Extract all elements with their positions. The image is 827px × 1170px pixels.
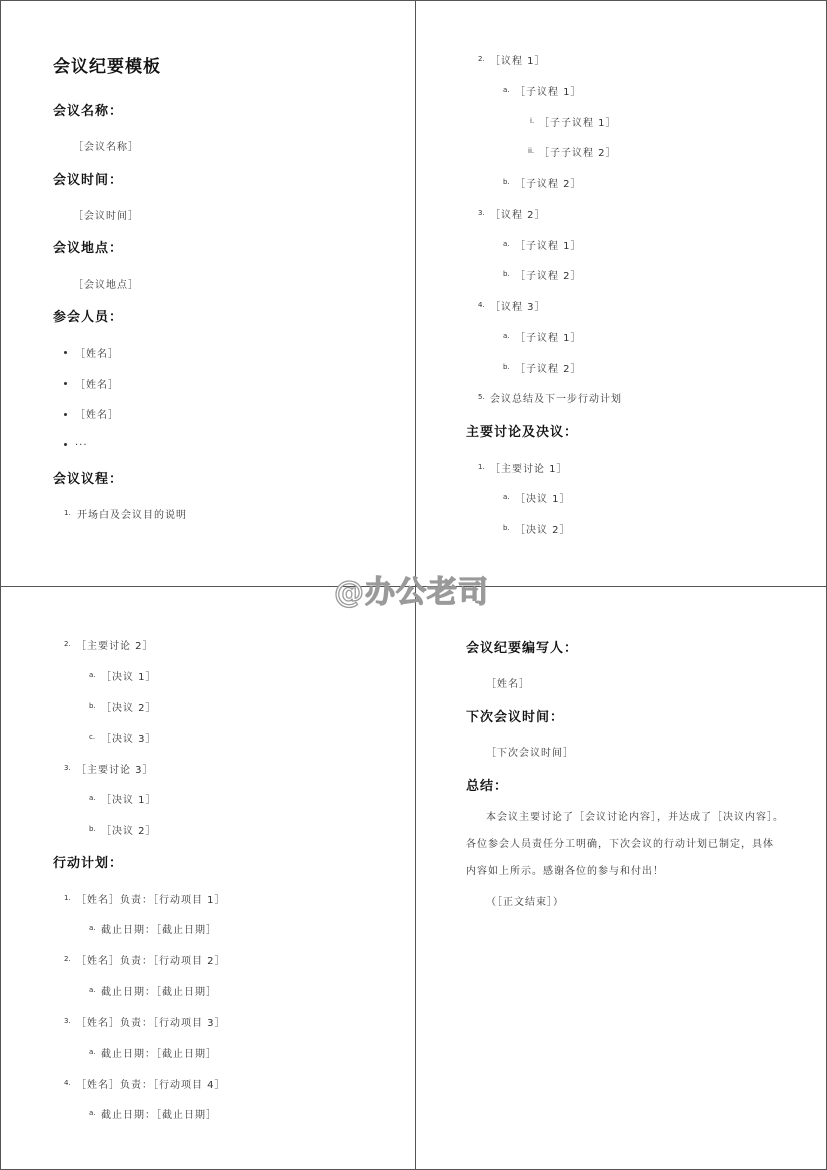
list-number: a. xyxy=(89,986,96,994)
action-plan-heading: 行动计划： xyxy=(53,856,124,871)
list-number: 1. xyxy=(64,509,71,517)
meeting-place-value: ［会议地点］ xyxy=(73,280,139,291)
list-number: a. xyxy=(503,86,510,94)
list-number: 1. xyxy=(478,463,485,471)
agenda-item: 会议总结及下一步行动计划 xyxy=(490,394,622,405)
writer-heading: 会议纪要编写人： xyxy=(466,641,579,656)
decision-item: ［决议 2］ xyxy=(515,525,571,536)
agenda-item: ［议程 3］ xyxy=(490,302,546,313)
discussion-heading: 主要讨论及决议： xyxy=(466,425,579,440)
agenda-subitem: ［子议程 2］ xyxy=(515,364,582,375)
list-number: 3. xyxy=(64,1017,71,1025)
watermark: @办公老司 xyxy=(334,575,489,610)
meeting-name-heading: 会议名称： xyxy=(53,104,124,119)
next-meeting-heading: 下次会议时间： xyxy=(466,710,565,725)
list-number: 5. xyxy=(478,393,485,401)
list-number: b. xyxy=(503,363,510,371)
deadline-item: 截止日期：［截止日期］ xyxy=(101,925,217,936)
decision-item: ［决议 2］ xyxy=(101,703,157,714)
list-number: 2. xyxy=(478,55,485,63)
meeting-name-value: ［会议名称］ xyxy=(73,142,139,153)
list-number: a. xyxy=(89,794,96,802)
agenda-item: 开场白及会议目的说明 xyxy=(77,510,187,521)
action-item: ［姓名］负责：［行动项目 4］ xyxy=(76,1080,226,1091)
list-number: a. xyxy=(89,1048,96,1056)
decision-item: ［决议 1］ xyxy=(101,795,157,806)
decision-item: ［决议 2］ xyxy=(101,826,157,837)
list-number: a. xyxy=(503,240,510,248)
agenda-subsubitem: ［子子议程 1］ xyxy=(539,118,617,129)
list-number: 4. xyxy=(64,1079,71,1087)
deadline-item: 截止日期：［截止日期］ xyxy=(101,987,217,998)
list-number: c. xyxy=(89,733,96,741)
bullet-icon xyxy=(64,413,67,416)
list-number: 2. xyxy=(64,955,71,963)
action-item: ［姓名］负责：［行动项目 3］ xyxy=(76,1018,226,1029)
document-title: 会议纪要模板 xyxy=(53,57,161,77)
next-meeting-value: ［下次会议时间］ xyxy=(486,748,574,759)
attendee-item: ［姓名］ xyxy=(75,410,119,421)
deadline-item: 截止日期：［截止日期］ xyxy=(101,1049,217,1060)
agenda-item: ［议程 1］ xyxy=(490,56,546,67)
action-item: ［姓名］负责：［行动项目 2］ xyxy=(76,956,226,967)
list-number: 3. xyxy=(478,209,485,217)
list-number: a. xyxy=(503,332,510,340)
list-number: a. xyxy=(89,924,96,932)
attendee-item: ［姓名］ xyxy=(75,349,119,360)
end-marker: （［正文结束］） xyxy=(486,897,564,908)
agenda-subitem: ［子议程 2］ xyxy=(515,179,582,190)
summary-heading: 总结： xyxy=(466,779,509,794)
meeting-time-value: ［会议时间］ xyxy=(73,211,139,222)
list-number: b. xyxy=(89,825,96,833)
list-number: a. xyxy=(89,1109,96,1117)
agenda-heading: 会议议程： xyxy=(53,472,124,487)
discussion-item: ［主要讨论 3］ xyxy=(76,765,154,776)
list-number: i. xyxy=(530,117,535,125)
agenda-item: ［议程 2］ xyxy=(490,210,546,221)
discussion-item: ［主要讨论 1］ xyxy=(490,464,568,475)
summary-paragraph: 本会议主要讨论了［会议讨论内容］，并达成了［决议内容］。各位参会人员责任分工明确，下次会议的行动计划已制定，具体内容如上所示。感谢各位的参与和付出！ xyxy=(466,812,784,877)
list-number: a. xyxy=(89,671,96,679)
attendee-item: ... xyxy=(75,437,88,448)
attendees-heading: 参会人员： xyxy=(53,310,124,325)
list-number: ii. xyxy=(528,147,535,155)
list-number: b. xyxy=(89,702,96,710)
decision-item: ［决议 1］ xyxy=(101,672,157,683)
list-number: 2. xyxy=(64,640,71,648)
list-number: 3. xyxy=(64,764,71,772)
agenda-subitem: ［子议程 2］ xyxy=(515,271,582,282)
agenda-subitem: ［子议程 1］ xyxy=(515,241,582,252)
decision-item: ［决议 1］ xyxy=(515,494,571,505)
list-number: a. xyxy=(503,493,510,501)
list-number: b. xyxy=(503,270,510,278)
attendee-item: ［姓名］ xyxy=(75,380,119,391)
agenda-subitem: ［子议程 1］ xyxy=(515,333,582,344)
bullet-icon xyxy=(64,443,67,446)
action-item: ［姓名］负责：［行动项目 1］ xyxy=(76,895,226,906)
agenda-subitem: ［子议程 1］ xyxy=(515,87,582,98)
list-number: 4. xyxy=(478,301,485,309)
list-number: b. xyxy=(503,178,510,186)
deadline-item: 截止日期：［截止日期］ xyxy=(101,1110,217,1121)
agenda-subsubitem: ［子子议程 2］ xyxy=(539,148,617,159)
list-number: b. xyxy=(503,524,510,532)
writer-value: ［姓名］ xyxy=(486,679,530,690)
decision-item: ［决议 3］ xyxy=(101,734,157,745)
meeting-time-heading: 会议时间： xyxy=(53,173,124,188)
discussion-item: ［主要讨论 2］ xyxy=(76,641,154,652)
bullet-icon xyxy=(64,382,67,385)
list-number: 1. xyxy=(64,894,71,902)
bullet-icon xyxy=(64,351,67,354)
meeting-place-heading: 会议地点： xyxy=(53,241,124,256)
